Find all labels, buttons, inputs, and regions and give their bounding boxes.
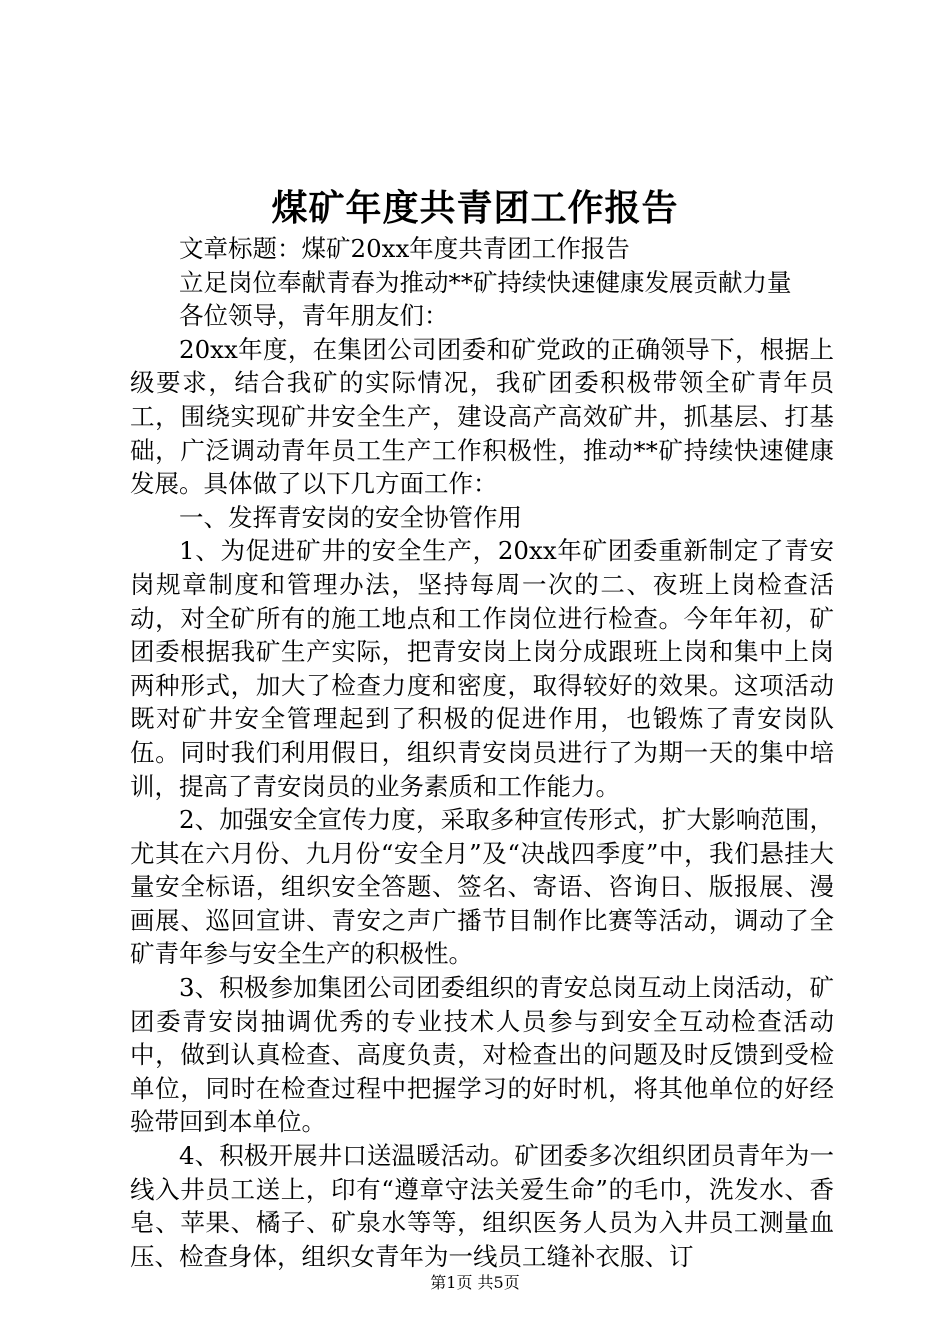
paragraph: 4、积极开展井口送温暖活动。矿团委多次组织团员青年为一线入井员工送上，印有“遵章守法关爱生命”的毛巾，洗发水、香皂、苹果、橘子、矿泉水等等，组织医务人员为入井员工测量血压、检查身体，组织女青年为一线员工缝补衣服、订	[130, 1141, 834, 1271]
document-body	[130, 232, 834, 1273]
paragraph: 20xx年度，在集团公司团委和矿党政的正确领导下，根据上级要求，结合我矿的实际情况，我矿团委积极带领全矿青年员工，围绕实现矿井安全生产，建设高产高效矿井，抓基层、打基础，广泛调动青年员工生产工作积极性，推动**矿持续快速健康发展。具体做了以下几方面工作：	[130, 334, 834, 499]
article-title-line: 文章标题：煤矿20xx年度共青团工作报告	[179, 234, 630, 263]
document-title: 煤矿年度共青团工作报告	[271, 187, 679, 229]
section-heading: 一、发挥青安岗的安全协管作用	[179, 502, 522, 532]
paragraph: 1、为促进矿井的安全生产，20xx年矿团委重新制定了青安岗规章制度和管理办法，坚持每周一次的二、夜班上岗检查活动，对全矿所有的施工地点和工作岗位进行检查。今年年初，矿团委根据我矿生产实际，把青安岗上岗分成跟班上岗和集中上岗两种形式，加大了检查力度和密度，取得较好的效果。这项活动既对矿井安全管理起到了积极的促进作用，也锻炼了青安岗队伍。同时我们利用假日，组织青安岗员进行了为期一天的集中培训，提高了青安岗员的业务素质和工作能力。	[130, 536, 834, 801]
salutation: 各位领导，青年朋友们：	[179, 301, 449, 331]
paragraph: 3、积极参加集团公司团委组织的青安总岗互动上岗活动，矿团委青安岗抽调优秀的专业技术人员参与到安全互动检查活动中，做到认真检查、高度负责，对检查出的问题及时反馈到受检单位，同时在检查过程中把握学习的好时机，将其他单位的好经验带回到本单位。	[130, 973, 834, 1137]
subtitle-line: 立足岗位奉献青春为推动**矿持续快速健康发展贡献力量	[179, 267, 792, 297]
page-number-footer: 第1页 共5页	[430, 1273, 520, 1292]
paragraph: 2、加强安全宣传力度，采取多种宣传形式，扩大影响范围，尤其在六月份、九月份“安全月”及“决战四季度”中，我们悬挂大量安全标语，组织安全答题、签名、寄语、咨询日、版报展、漫画展、巡回宣讲、青安之声广播节目制作比赛等活动，调动了全矿青年参与安全生产的积极性。	[130, 805, 834, 969]
